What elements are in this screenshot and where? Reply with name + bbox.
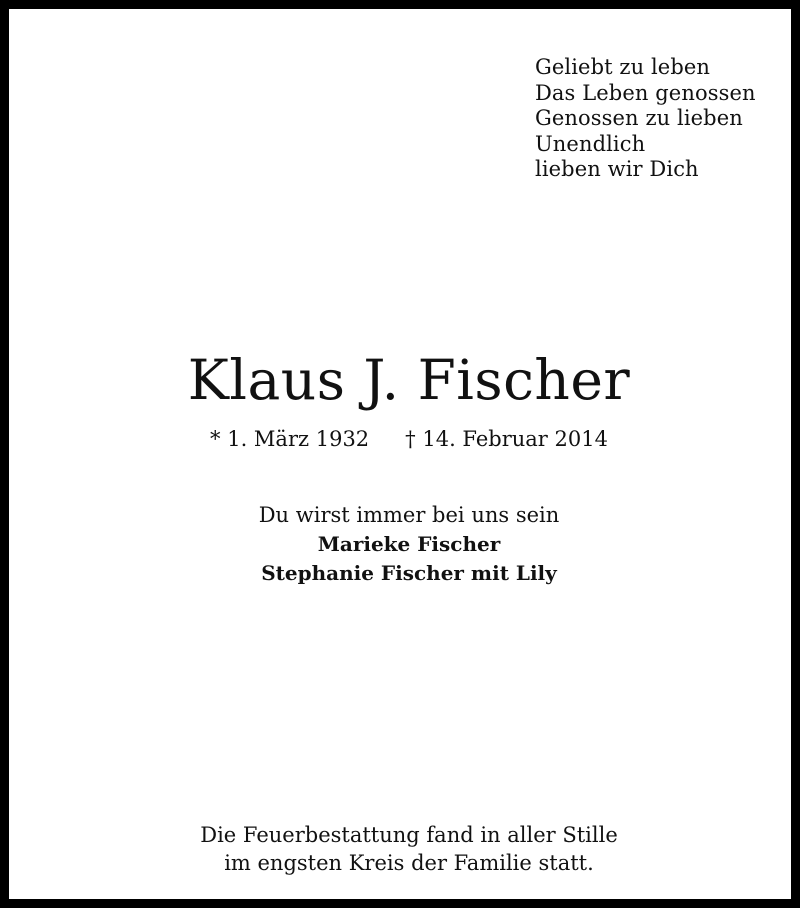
funeral-notice (9, 821, 800, 877)
deceased-name: Klaus J. Fischer (187, 348, 631, 412)
notice-line: Die Feuerbestattung fand in aller Stille (200, 823, 618, 847)
life-dates (9, 425, 800, 453)
poem (535, 55, 756, 183)
mourners-block (9, 501, 800, 588)
poem-line: Unendlich (535, 131, 646, 156)
poem-line: lieben wir Dich (535, 157, 699, 181)
birth-date: * 1. März 1932 (210, 427, 370, 451)
poem-line: Genossen zu lieben (535, 106, 743, 130)
death-date: † 14. Februar 2014 (405, 427, 608, 451)
farewell-line: Du wirst immer bei uns sein (258, 503, 560, 527)
mourner-name: Marieke Fischer (317, 532, 501, 556)
mourner-name: Stephanie Fischer mit Lily (261, 561, 557, 585)
notice-line: im engsten Kreis der Familie statt. (224, 851, 594, 875)
poem-line: Geliebt zu leben (535, 55, 711, 79)
poem-line: Das Leben genossen (535, 80, 756, 105)
